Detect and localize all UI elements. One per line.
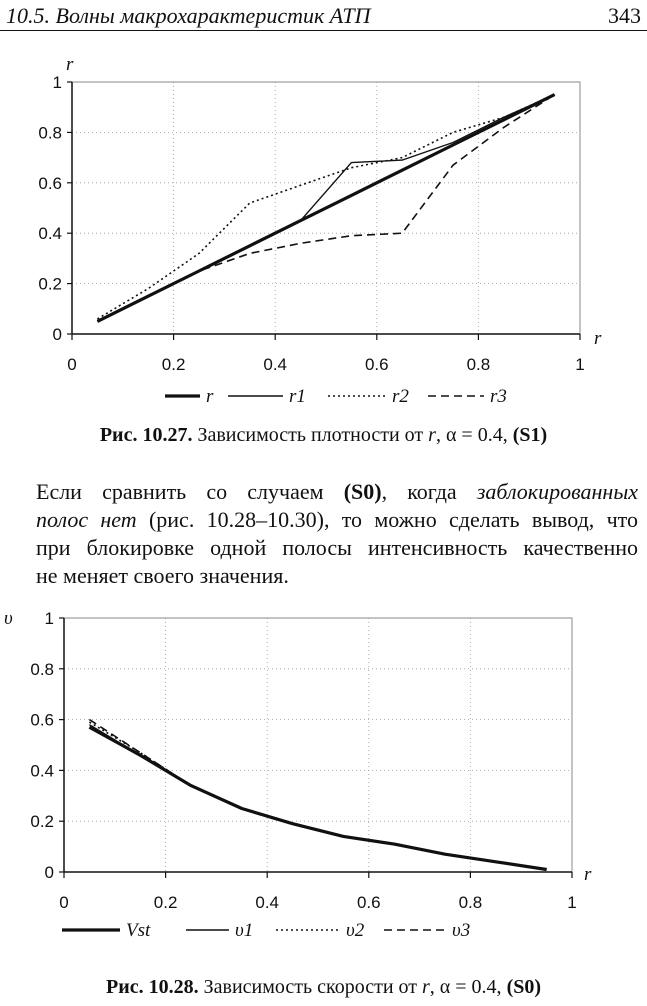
density-chart	[0, 52, 647, 422]
y-tick-label: 0.6	[38, 173, 62, 193]
caption-var: r	[428, 424, 436, 446]
series-line-Vst	[89, 727, 546, 869]
caption-label: Рис. 10.28.	[105, 976, 199, 998]
x-axis-label: r	[584, 864, 592, 885]
legend-label-υ1: υ1	[235, 920, 254, 941]
y-tick-label: 0.4	[38, 224, 62, 244]
y-tick-label: 0.8	[38, 123, 62, 143]
y-tick-label: 0	[52, 325, 62, 344]
caption-scheme: (S0)	[506, 976, 542, 998]
y-tick-label: 1	[52, 73, 62, 92]
caption-param: , α = 0.4,	[435, 424, 508, 446]
x-tick-label: 0.4	[255, 893, 280, 912]
legend-label-r2: r2	[392, 386, 409, 407]
x-axis-label: r	[594, 328, 602, 349]
caption-scheme: (S1)	[512, 424, 548, 446]
x-tick-label: 1	[575, 355, 585, 374]
page-number: 343	[608, 3, 641, 28]
legend-label-r3: r3	[490, 386, 507, 407]
x-tick-label: 0.8	[458, 893, 483, 912]
y-tick-label: 0.8	[30, 659, 54, 679]
legend-label-υ3: υ3	[452, 920, 471, 941]
paragraph-line	[36, 478, 638, 506]
text-run-italic: заблокированных	[476, 479, 638, 504]
x-tick-label: 0.6	[356, 893, 381, 912]
x-tick-label: 0.2	[153, 893, 178, 912]
series-line-υ3	[89, 720, 546, 870]
paragraph-line: не меняет своего значения.	[36, 563, 289, 588]
speed-chart	[0, 606, 647, 946]
y-axis-label: υ	[4, 608, 13, 629]
paragraph-line	[36, 506, 638, 534]
figure-caption-1027	[0, 424, 647, 447]
series-line-υ1	[89, 725, 546, 870]
caption-text: Зависимость плотности от	[197, 424, 424, 446]
paragraph-line: при блокировке одной полосы интенсивность качественно	[36, 535, 638, 560]
y-tick-label: 0.4	[30, 761, 54, 781]
y-tick-label: 0.6	[30, 710, 54, 730]
text-run: Если сравнить со случаем	[36, 479, 344, 504]
x-tick-label: 0.6	[364, 355, 389, 374]
figure-caption-1028	[0, 976, 647, 999]
caption-param: , α = 0.4,	[429, 976, 502, 998]
series-line-υ2	[89, 722, 546, 869]
caption-text: Зависимость скорости от	[203, 976, 417, 998]
body-paragraph	[36, 478, 638, 590]
x-tick-label: 0	[67, 355, 77, 374]
plot-frame	[64, 618, 572, 872]
caption-var: r	[422, 976, 430, 998]
running-title: 10.5. Волны макрохарактеристик АТП	[6, 3, 371, 28]
text-run-italic: полос нет	[36, 507, 137, 532]
caption-label: Рис. 10.27.	[99, 424, 193, 446]
x-tick-label: 0.8	[466, 355, 491, 374]
x-tick-label: 0.2	[161, 355, 186, 374]
text-run-bold: (S0)	[343, 479, 382, 504]
x-tick-label: 1	[567, 893, 577, 912]
y-tick-label: 1	[44, 609, 54, 628]
legend-label-υ2: υ2	[346, 920, 365, 941]
x-tick-label: 0	[59, 893, 69, 912]
legend-label-Vst: Vst	[126, 920, 151, 941]
text-run: , когда	[381, 479, 477, 504]
legend-label-r1: r1	[289, 386, 306, 407]
legend-label-r: r	[206, 386, 214, 407]
y-tick-label: 0.2	[38, 274, 62, 294]
running-head	[0, 0, 647, 31]
y-axis-label: r	[66, 54, 74, 75]
x-tick-label: 0.4	[263, 355, 288, 374]
y-tick-label: 0	[44, 863, 54, 882]
y-tick-label: 0.2	[30, 812, 54, 832]
text-run: (рис. 10.28–10.30), то можно сделать вывод, что	[136, 507, 638, 532]
